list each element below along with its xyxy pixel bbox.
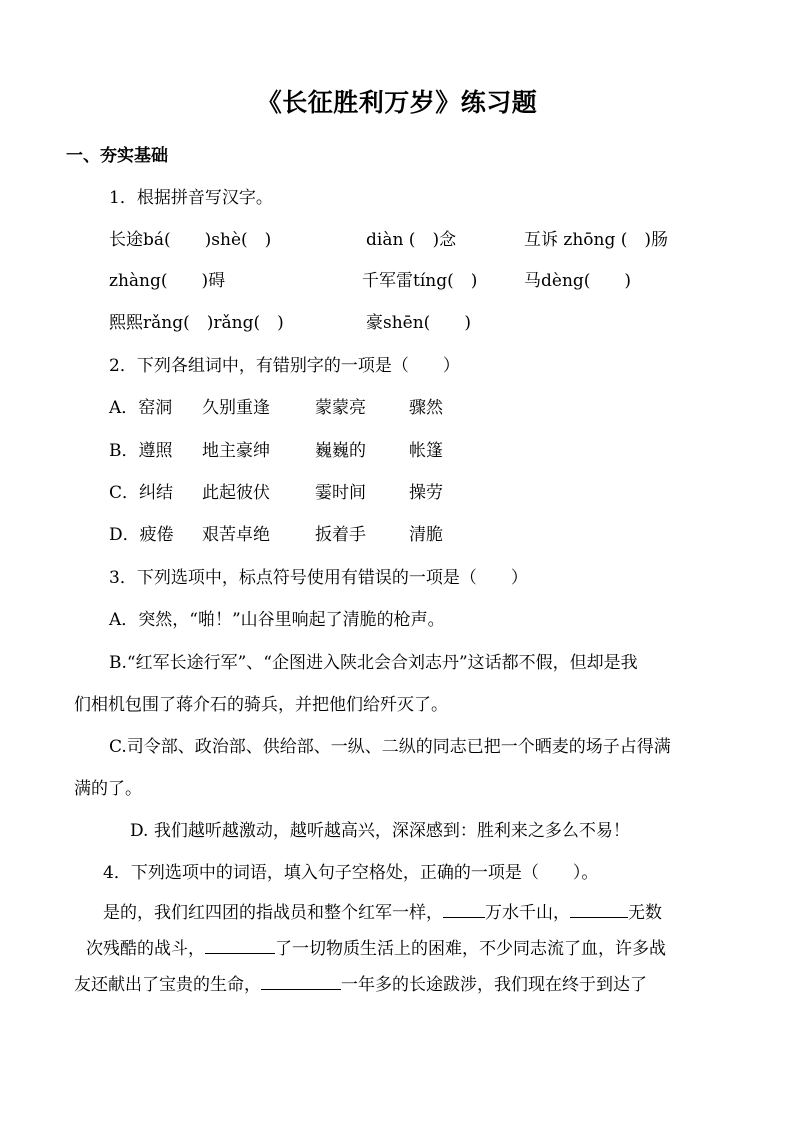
q4-passage-text: 友还献出了宝贵的生命， — [74, 975, 261, 995]
q1-item-dian: diàn ( )念 — [366, 230, 457, 250]
question-4-prompt: 4．下列选项中的词语，填入句子空格处，正确的一项是（ ）。 — [103, 863, 599, 883]
q2-option-a-word4: 骤然 — [409, 398, 443, 418]
q4-passage-text: 无数 — [628, 903, 662, 923]
section-heading: 一、夯实基础 — [66, 146, 168, 166]
q2-option-c-label: C．纠结 — [109, 483, 174, 503]
q4-passage-text: 万水千山， — [485, 903, 570, 923]
q1-item-deng: 马dèng( ) — [524, 271, 632, 291]
q2-option-d-label: D．疲倦 — [109, 525, 174, 545]
q2-option-a-word2: 久别重逢 — [202, 398, 270, 418]
q1-item-zhong: 互诉 zhōng ( )肠 — [524, 230, 669, 250]
q3-option-a: A．突然，“啪！”山谷里响起了清脆的枪声。 — [109, 610, 445, 630]
q2-option-b-word4: 帐篷 — [409, 441, 443, 461]
q2-option-b-word3: 巍巍的 — [315, 441, 366, 461]
q1-item-rang: 熙熙rǎng( )rǎng( ) — [109, 313, 284, 333]
q4-passage-line2 — [86, 935, 666, 960]
q2-option-c-word3: 霎时间 — [315, 483, 366, 503]
q2-option-a-word3: 蒙蒙亮 — [315, 398, 366, 418]
q3-option-c-line1: C.司令部、政治部、供给部、一纵、二纵的同志已把一个晒麦的场子占得满 — [109, 737, 671, 757]
q2-option-b-word2: 地主豪绅 — [202, 441, 270, 461]
question-1-prompt: 1．根据拼音写汉字。 — [109, 188, 273, 208]
q2-option-d-word2: 艰苦卓绝 — [202, 525, 270, 545]
q2-option-c-word4: 操劳 — [409, 483, 443, 503]
q2-option-c-word2: 此起彼伏 — [202, 483, 270, 503]
q2-option-d-word4: 清脆 — [409, 525, 443, 545]
fill-blank-4[interactable] — [261, 971, 341, 990]
question-2-prompt: 2．下列各组词中，有错别字的一项是（ ） — [109, 356, 460, 376]
fill-blank-3[interactable] — [205, 935, 275, 954]
q2-option-b-label: B．遵照 — [109, 441, 173, 461]
q4-passage-line1 — [103, 899, 662, 924]
q3-option-c-line2: 满的了。 — [74, 779, 142, 799]
q1-item-ting: 千军雷tíng( ) — [362, 271, 478, 291]
q1-item-shen: 豪shēn( ) — [366, 313, 471, 333]
page-title: 《长征胜利万岁》练习题 — [256, 88, 538, 117]
fill-blank-2[interactable] — [570, 899, 628, 918]
q3-option-d: D. 我们越听越激动，越听越高兴，深深感到：胜利来之多么不易！ — [130, 821, 630, 841]
q2-option-d-word3: 扳着手 — [315, 525, 366, 545]
q3-option-b-line2: 们相机包围了蒋介石的骑兵，并把他们给歼灭了。 — [74, 695, 448, 715]
q4-passage-line3 — [74, 971, 647, 996]
fill-blank-1[interactable] — [443, 899, 485, 918]
q2-option-a-label: A．窑洞 — [109, 398, 173, 418]
q1-item-bashe: 长途bá( )shè( ) — [109, 230, 272, 250]
q3-option-b-line1: B.“红军长途行军”、“企图进入陕北会合刘志丹”这话都不假，但却是我 — [109, 653, 638, 673]
q4-passage-text: 是的，我们红四团的指战员和整个红军一样， — [103, 903, 443, 923]
q4-passage-text: 次残酷的战斗， — [86, 939, 205, 959]
q4-passage-text: 了一切物质生活上的困难，不少同志流了血，许多战 — [275, 939, 666, 959]
q1-item-zhang: zhàng( )碍 — [109, 271, 226, 291]
question-3-prompt: 3．下列选项中，标点符号使用有错误的一项是（ ） — [109, 568, 528, 588]
q4-passage-text: 一年多的长途跋涉，我们现在终于到达了 — [341, 975, 647, 995]
